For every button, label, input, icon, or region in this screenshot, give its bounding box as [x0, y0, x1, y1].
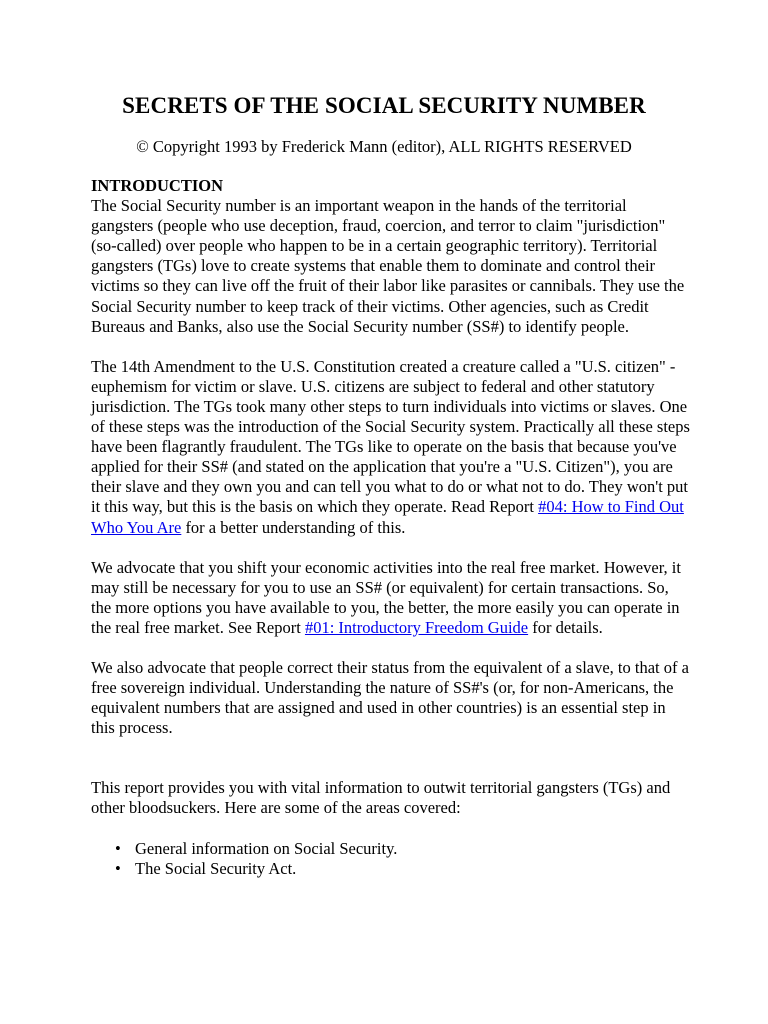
bullet-icon: • [115, 858, 121, 878]
status-paragraph: We also advocate that people correct their status from the equivalent of a slave, to that of a free sovereign individual. Understanding the nature of SS#'s (or, for non-Americans, the equivalent numbers that are assigned and used in other countries) is an essential step in this process. [91, 657, 689, 738]
introduction-paragraph [91, 176, 691, 337]
list-item-text: General information on Social Security. [135, 838, 398, 858]
introduction-text: The Social Security number is an important weapon in the hands of the territorial gangsters (people who use deception, fraud, coercion, and terror to claim "jurisdiction" (so-called) over people who happen to be in a certain geographic territory). Territorial gangsters (TGs) love to create systems that enable them to dominate and control their victims so they can live off the fruit of their labor like parasites or cannibals. They use the Social Security number to keep track of their victims. Other agencies, such as Credit Bureaus and Banks, also use the Social Security number (SS#) to identify people. [91, 196, 685, 336]
list-item-text: The Social Security Act. [135, 858, 297, 878]
report-summary-paragraph: This report provides you with vital information to outwit territorial gangsters (TGs) and other bloodsuckers. Here are some of the areas covered: [91, 778, 671, 818]
list-item [115, 838, 691, 859]
amendment-paragraph [91, 357, 691, 538]
report-01-link[interactable]: #01: Introductory Freedom Guide [304, 617, 529, 637]
document-title: SECRETS OF THE SOCIAL SECURITY NUMBER [122, 93, 646, 118]
advocate-text-end: for details. [528, 617, 603, 637]
advocate-text: We advocate that you shift your economic activities into the real free market. However, it may still be necessary for you to use an SS# (or equivalent) for certain transactions. So, the more options you have available to you, the better, the more easily you can operate in the real free market. See Report [91, 557, 681, 637]
introduction-heading: INTRODUCTION [91, 176, 224, 195]
document-body [91, 176, 691, 879]
copyright-notice: © Copyright 1993 by Frederick Mann (editor), ALL RIGHTS RESERVED [136, 137, 632, 156]
advocate-paragraph [91, 558, 691, 638]
report-04-link[interactable]: #04: How to Find Out Who You Are [91, 497, 684, 537]
list-item [115, 858, 691, 879]
amendment-text: The 14th Amendment to the U.S. Constitution created a creature called a "U.S. citizen" - euphemism for victim or slave. U.S. citizens are subject to federal and other statutory jurisdiction. The TGs took many other steps to turn individuals into victims or slaves. One of these steps was the introduction of the Social Security system. Practically all these steps have been flagrantly fraudulent. The TGs like to operate on the basis that because you've applied for their SS# (and stated on the application that you're a "U.S. Citizen"), you are their slave and they own you and can tell you what to do or what not to do. They won't put it this way, but this is the basis on which they operate. Read Report [91, 356, 690, 517]
amendment-text-end: for a better understanding of this. [181, 517, 406, 537]
bullet-icon: • [115, 838, 121, 858]
areas-list [91, 839, 691, 879]
paragraph-spacer [91, 758, 691, 778]
